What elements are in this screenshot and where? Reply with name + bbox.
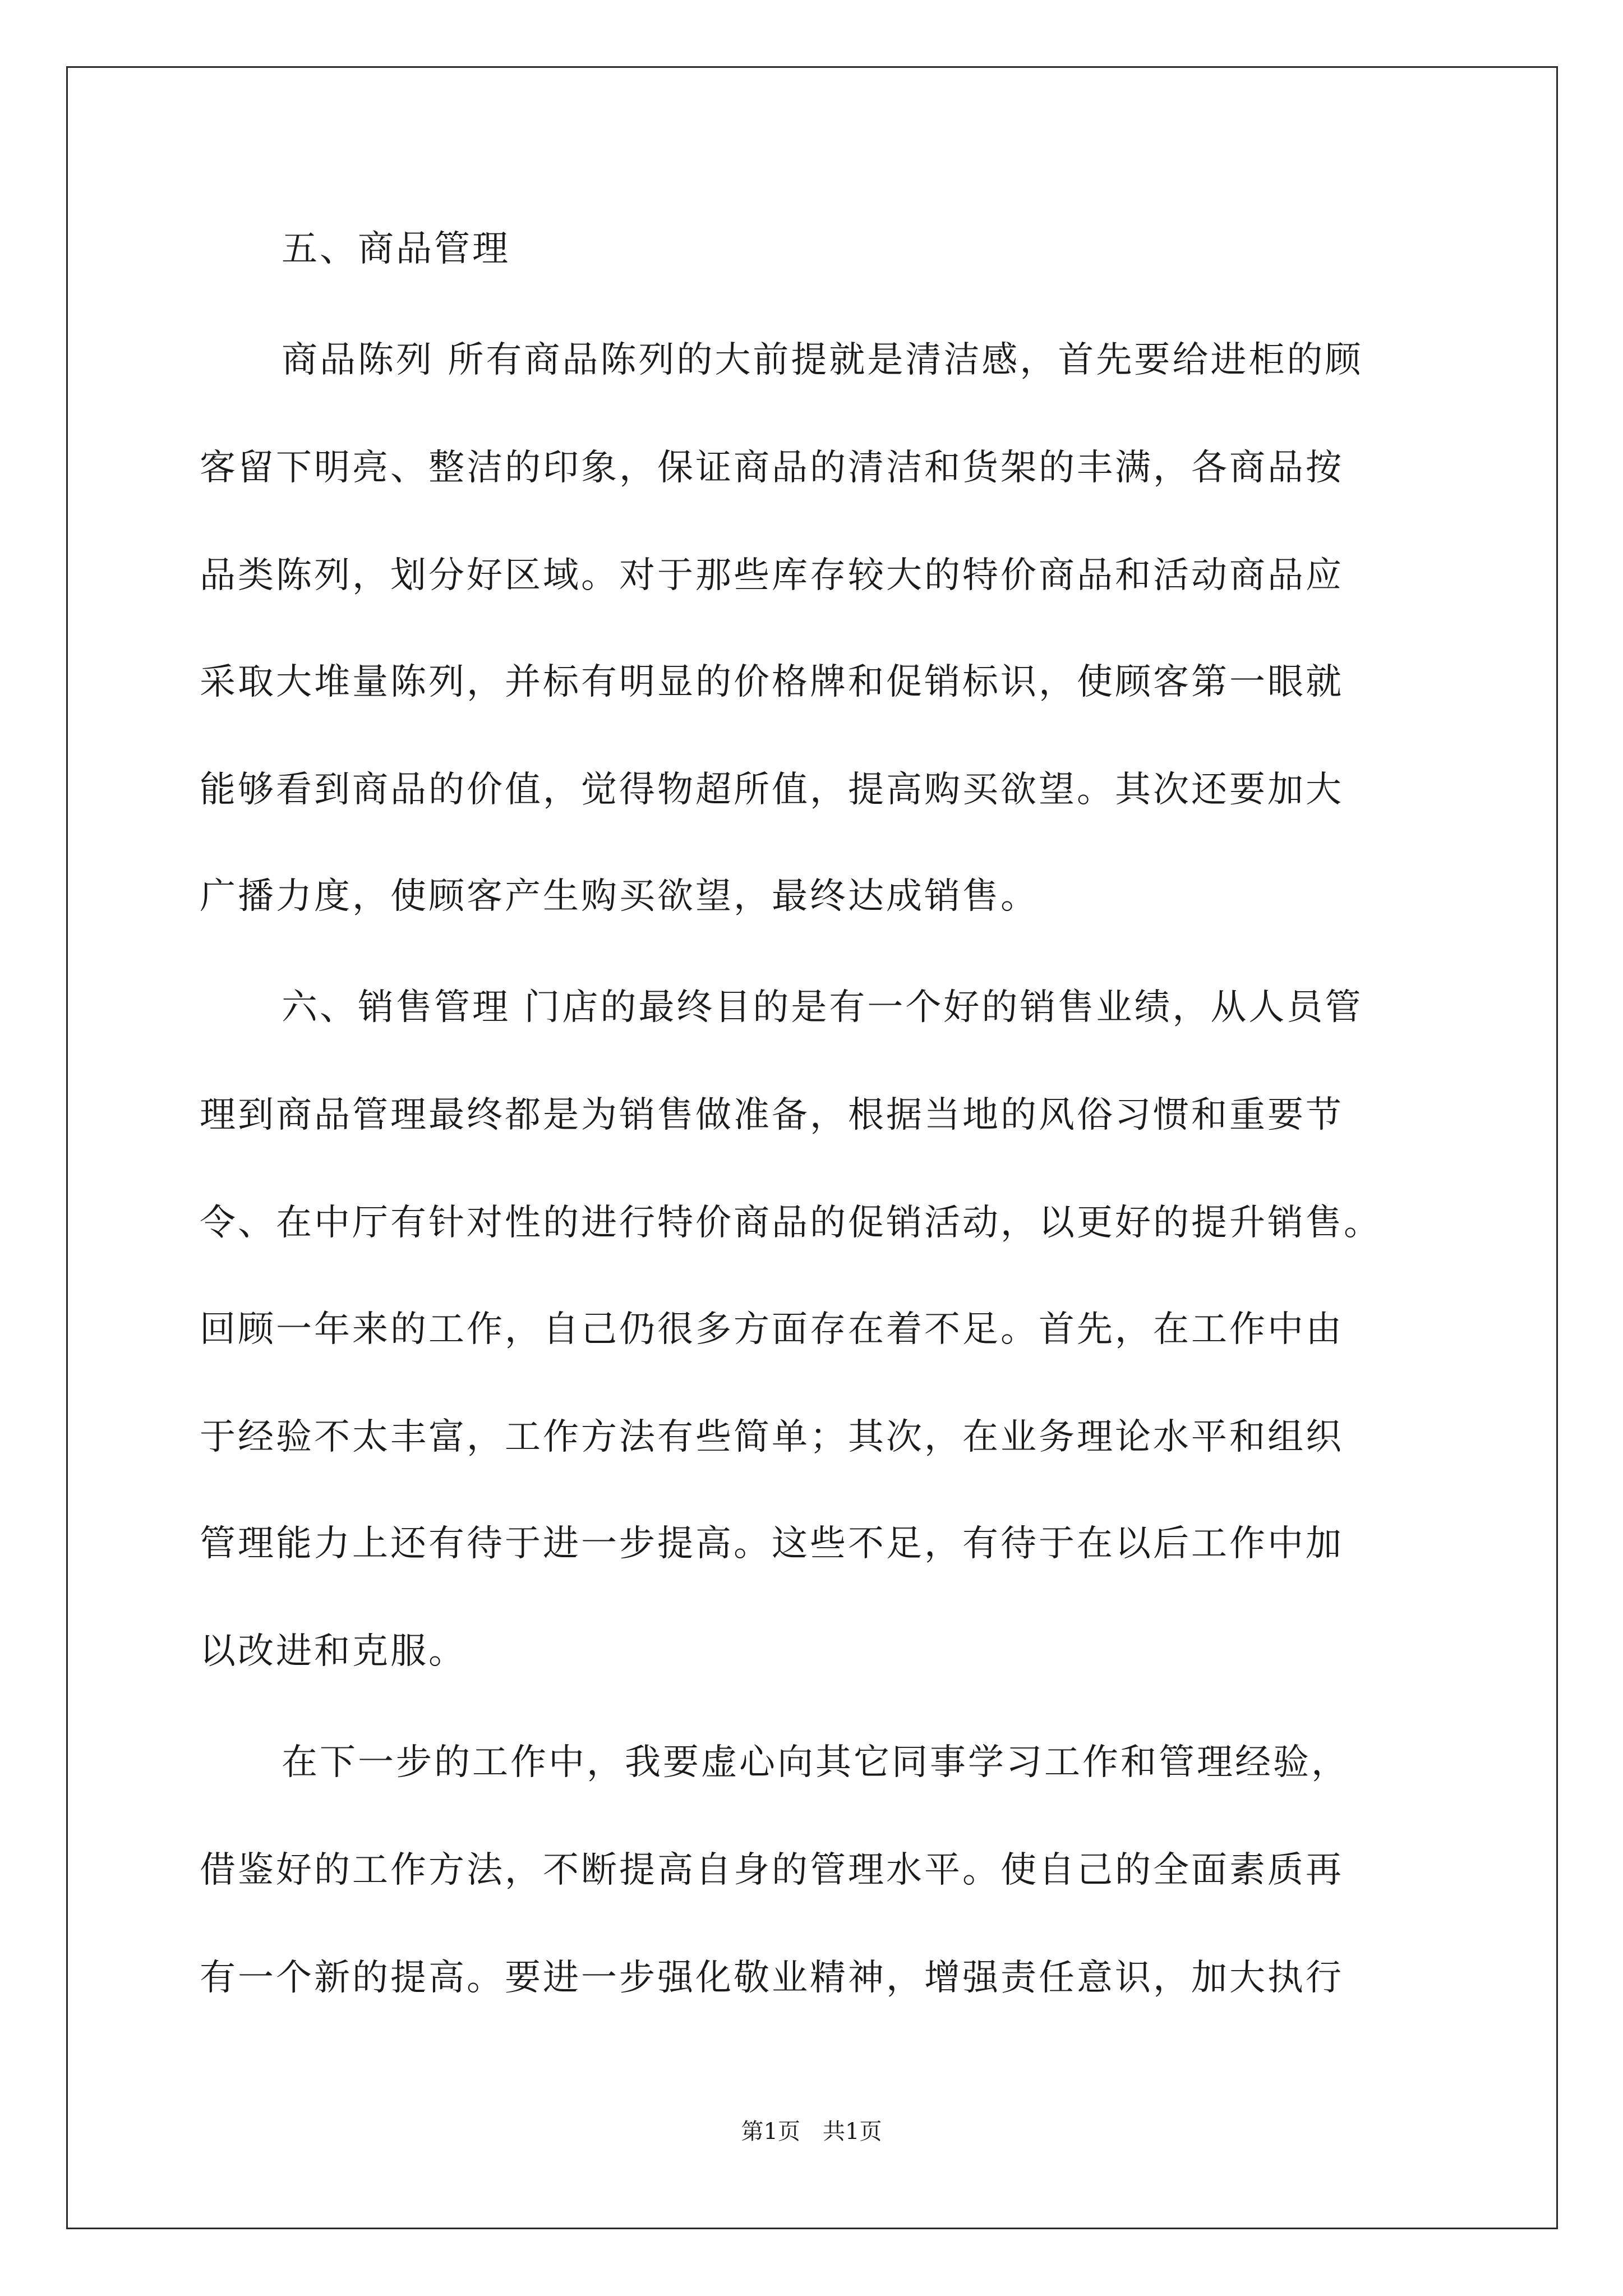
text-line: 品类陈列，划分好区域。对于那些库存较大的特价商品和活动商品应 (200, 555, 1344, 596)
text-line: 有一个新的提高。要进一步强化敬业精神，增强责任意识，加大执行 (200, 1957, 1344, 1999)
text-line: 借鉴好的工作方法，不断提高自身的管理水平。使自己的全面素质再 (200, 1849, 1344, 1891)
text-line: 于经验不太丰富，工作方法有些简单；其次，在业务理论水平和组织 (200, 1416, 1344, 1458)
text-line: 令、在中厅有针对性的进行特价商品的促销活动，以更好的提升销售。 (200, 1202, 1382, 1244)
page-border (66, 66, 1558, 2229)
text-line: 商品陈列 所有商品陈列的大前提就是清洁感，首先要给进柜的顾 (282, 339, 1363, 381)
text-line: 管理能力上还有待于进一步提高。这些不足，有待于在以后工作中加 (200, 1523, 1344, 1565)
text-line: 采取大堆量陈列，并标有明显的价格牌和促销标识，使顾客第一眼就 (200, 661, 1344, 703)
text-line: 能够看到商品的价值，觉得物超所值，提高购买欲望。其次还要加大 (200, 769, 1344, 811)
text-line: 在下一步的工作中，我要虚心向其它同事学习工作和管理经验， (282, 1742, 1349, 1783)
text-line: 回顾一年来的工作，自己仍很多方面存在着不足。首先，在工作中由 (200, 1309, 1344, 1350)
section-heading: 五、商品管理 (282, 228, 510, 270)
text-line: 以改进和克服。 (200, 1631, 467, 1672)
text-line: 六、销售管理 门店的最终目的是有一个好的销售业绩，从人员管 (282, 987, 1363, 1028)
text-line: 广播力度，使顾客产生购买欲望，最终达成销售。 (200, 876, 1039, 917)
text-line: 理到商品管理最终都是为销售做准备，根据当地的风俗习惯和重要节 (200, 1094, 1344, 1136)
page-footer: 第1页 共1页 (741, 2119, 882, 2145)
text-line: 客留下明亮、整洁的印象，保证商品的清洁和货架的丰满，各商品按 (200, 447, 1344, 489)
